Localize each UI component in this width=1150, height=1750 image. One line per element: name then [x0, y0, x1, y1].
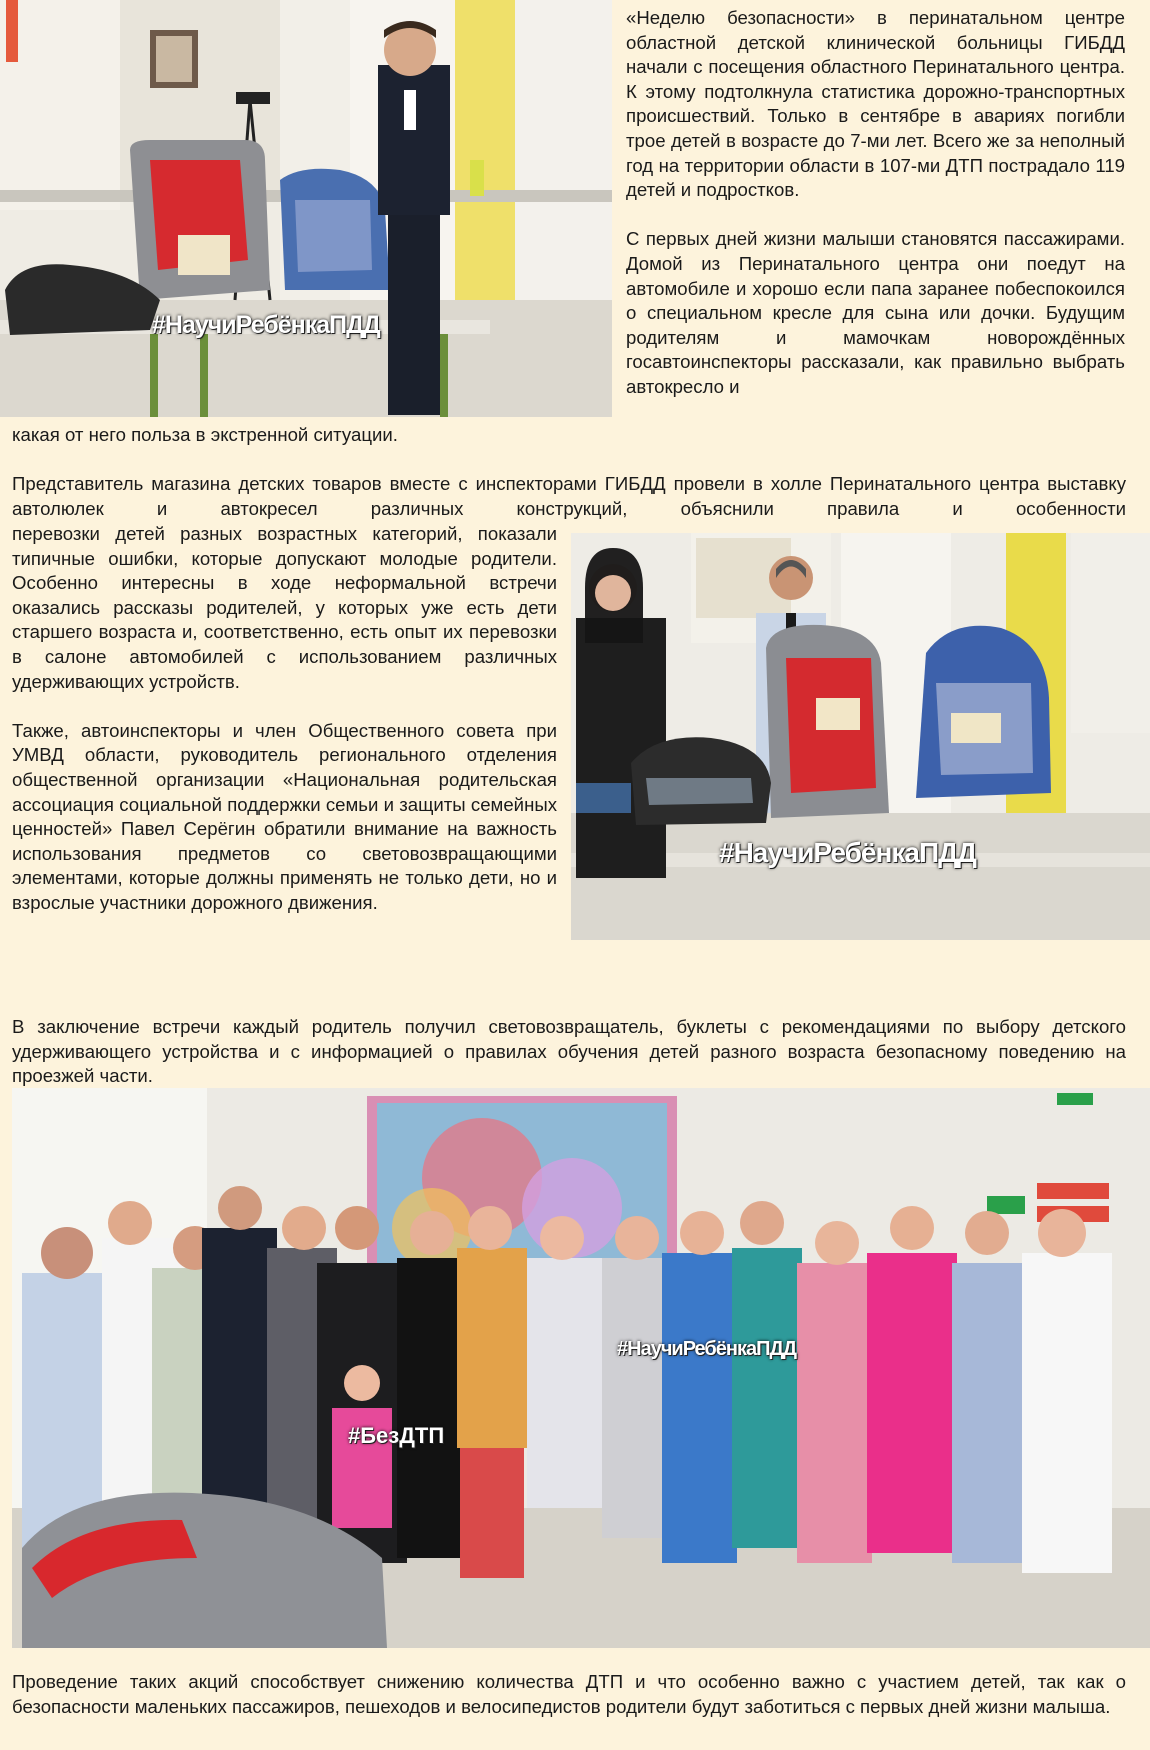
paragraph-text: С первых дней жизни малыши становятся пассажирами. Домой из Перинатального центра они поедут на автомобиле и хорошо если папа заранее побеспокоился о специальном кресле для сына или дочки. Будущим родителям и мамочкам новорождённых госавтоинспекторы рассказали, как правильно выбрать автокресло и	[626, 228, 1125, 397]
photo-3-sign-child: #БезДТП	[348, 1423, 445, 1448]
photo-3-illustration	[12, 1088, 1150, 1648]
photo-2-sign: #НаучиРебёнкаПДД	[719, 837, 976, 868]
paragraph-text: перевозки детей разных возрастных категорий, показали типичные ошибки, которые допускают молодые родители. Особенно интересны в ходе неформальной встречи оказались рассказы родителей, у которых уже есть дети старшего возраста и, соответственно, есть опыт их перевозки в салоне автомобилей с использованием различных удерживающих устройств.	[12, 523, 557, 692]
photo-2-illustration	[571, 533, 1150, 940]
article-paragraph-2-end	[12, 423, 1126, 521]
article-paragraph-3	[12, 522, 557, 916]
paragraph-text: Также, автоинспекторы и член Общественного совета при УМВД области, руководитель регионального отделения общественной организации «Национальная родительская ассоциация социальной поддержки семьи и защиты семейных ценностей» Павел Серёгин обратили внимание на важность использования предметов со световозвращающими элементами, которые должны применять не только дети, но и взрослые участники дорожного движения.	[12, 719, 557, 913]
photo-inspector-car-seats	[0, 0, 612, 417]
article-paragraph-1	[626, 6, 1125, 400]
paragraph-text: «Неделю безопасности» в перинатальном центре областной детской клинической больницы ГИБДД начали с посещения областного Перинатального центра. К этому подтолкнула статистика дорожно-транспортных происшествий. Только в сентябре в авариях погибли трое детей в возрасте до 7-ми лет. Всего же за неполный год на территории области в 107-ми ДТП пострадало 119 детей и подростков.	[626, 7, 1125, 201]
paragraph-text: В заключение встречи каждый родитель получил световозвращатель, буклеты с рекомендациями по выбору детского удерживающего устройства и с информацией о правилах обучения детей разного возраста безопасному поведению на проезжей части.	[12, 1016, 1126, 1087]
paragraph-text: Проведение таких акций способствует снижению количества ДТП и что особенно важно с участием детей, так как о безопасности маленьких пассажиров, пешеходов и велосипедистов родители будут заботиться с первых дней жизни малыша.	[12, 1671, 1126, 1717]
photo-car-seat-exhibition	[571, 533, 1150, 940]
paragraph-text: Представитель магазина детских товаров вместе с инспекторами ГИБДД провели в холле Перинатального центра выставку автолюлек и автокресел различных конструкций, объяснили правила и особенности	[12, 473, 1126, 519]
photo-3-sign-main: #НаучиРебёнкаПДД	[617, 1338, 796, 1360]
photo-1-sign: #НаучиРебёнкаПДД	[152, 311, 380, 339]
article-paragraph-5	[12, 1015, 1126, 1089]
paragraph-text: какая от него польза в экстренной ситуации.	[12, 424, 398, 445]
photo-1-illustration	[0, 0, 612, 417]
article-paragraph-6	[12, 1670, 1126, 1719]
photo-group-parents-inspectors	[12, 1088, 1150, 1648]
